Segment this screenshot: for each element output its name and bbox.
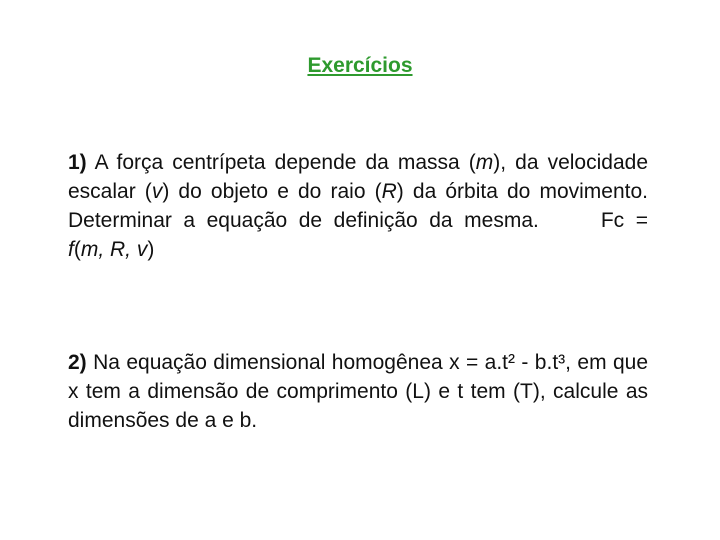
exercise-2 (68, 348, 648, 435)
formula-function: f (68, 238, 74, 261)
exercise-2-text: Na equação dimensional homogênea x = a.t² - b.t³, em que x tem a dimensão de comprimento (L) e t tem (T), calcule as dimensões de a e b. (68, 351, 648, 432)
variable-mass: m (475, 151, 494, 174)
exercise-1 (68, 148, 648, 264)
exercise-1-text-part-1: A força centrípeta depende da massa ( (86, 151, 476, 174)
exercise-1-number: 1) (68, 151, 87, 174)
exercise-1-text-part-2: ), da velocidade escalar ( (68, 151, 648, 203)
exercise-1-text-part-4: ) da órbita do movimento. Determinar a equação de definição da mesma. (68, 180, 649, 232)
page-title: Exercícios (307, 54, 413, 77)
variable-velocity: v (151, 180, 163, 203)
exercise-2-number: 2) (68, 351, 87, 374)
variable-radius: R (381, 180, 397, 203)
formula-prefix: Fc = (600, 209, 648, 232)
formula-open-paren: ( (73, 238, 81, 261)
exercise-1-text-part-3: ) do objeto e do raio ( (162, 180, 382, 203)
formula-close-paren: ) (147, 238, 155, 261)
formula-arguments: m, R, v (80, 238, 148, 261)
